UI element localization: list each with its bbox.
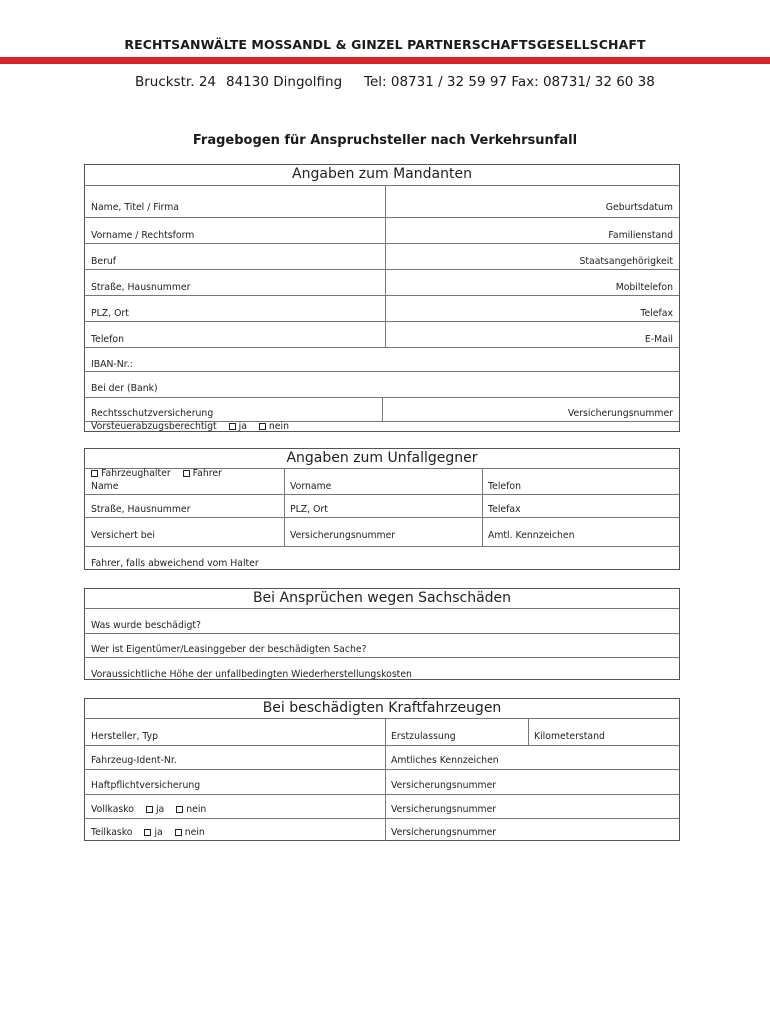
field-vorsteuer: [91, 421, 289, 432]
field-versicherungsnummer-teilkasko[interactable]: Versicherungsnummer: [391, 827, 497, 838]
field-erstzulassung[interactable]: Erstzulassung: [391, 731, 456, 742]
firm-name: RECHTSANWÄLTE MOSSANDL & GINZEL PARTNERSCHAFTSGESELLSCHAFT: [124, 37, 646, 52]
field-versicherungsnummer-haftpflicht[interactable]: Versicherungsnummer: [391, 780, 497, 791]
nein-label: nein: [268, 421, 289, 432]
ja-label: ja: [238, 421, 247, 432]
field-vollkasko: [91, 804, 206, 815]
field-telefax[interactable]: Telefax: [488, 504, 521, 515]
field-telefon[interactable]: Telefon: [488, 481, 521, 492]
field-ident-nr[interactable]: Fahrzeug-Ident-Nr.: [91, 755, 177, 766]
section-heading: Angaben zum Unfallgegner: [286, 450, 478, 466]
field-vorname[interactable]: Vorname / Rechtsform: [91, 230, 195, 241]
section-sachschaden: [84, 588, 680, 680]
field-plz-ort[interactable]: PLZ, Ort: [290, 504, 328, 515]
checkbox-vollkasko-ja[interactable]: [146, 806, 153, 813]
field-versicherungsnummer[interactable]: Versicherungsnummer: [290, 530, 396, 541]
ja-label: ja: [154, 827, 163, 838]
field-hoehe[interactable]: Voraussichtliche Höhe der unfallbedingten Wiederherstellungskosten: [91, 669, 412, 680]
field-was-beschaedigt[interactable]: Was wurde beschädigt?: [91, 620, 201, 631]
red-divider: [0, 57, 770, 64]
section-heading: Bei beschädigten Kraftfahrzeugen: [262, 700, 502, 716]
ja-label: ja: [155, 804, 165, 815]
halter-fahrer-choice: [91, 468, 222, 479]
field-haftpflicht[interactable]: Haftpflichtversicherung: [91, 780, 201, 791]
field-beruf[interactable]: Beruf: [91, 256, 117, 267]
section-mandant: [84, 164, 680, 432]
vorsteuer-label: Vorsteuerabzugsberechtigt: [91, 421, 217, 432]
section-kfz: [84, 698, 680, 841]
field-versichert-bei[interactable]: Versichert bei: [91, 530, 155, 541]
section-heading: Angaben zum Mandanten: [292, 166, 472, 182]
field-name[interactable]: Name: [91, 481, 119, 492]
field-fahrer-abweichend[interactable]: Fahrer, falls abweichend vom Halter: [91, 558, 259, 569]
field-strasse[interactable]: Straße, Hausnummer: [91, 504, 191, 515]
vollkasko-label: Vollkasko: [91, 804, 134, 815]
page-title: Fragebogen für Anspruchsteller nach Verkehrsunfall: [192, 133, 578, 148]
street: Bruckstr. 24: [135, 74, 217, 90]
field-bank[interactable]: Bei der (Bank): [91, 383, 158, 394]
checkbox-ja[interactable]: [229, 423, 236, 430]
field-strasse[interactable]: Straße, Hausnummer: [91, 282, 191, 293]
nein-label: nein: [186, 804, 207, 815]
fahrzeughalter-label: Fahrzeughalter: [101, 468, 171, 479]
field-vorname[interactable]: Vorname: [290, 481, 332, 492]
section-gegner: [84, 448, 680, 570]
field-eigentuemer[interactable]: Wer ist Eigentümer/Leasinggeber der beschädigten Sache?: [91, 644, 367, 655]
section-heading: Bei Ansprüchen wegen Sachschäden: [252, 590, 512, 606]
field-hersteller[interactable]: Hersteller, Typ: [91, 731, 158, 742]
field-rechtsschutz[interactable]: Rechtsschutzversicherung: [91, 408, 214, 419]
field-geburtsdatum[interactable]: Geburtsdatum: [605, 202, 673, 213]
field-versicherungsnummer[interactable]: Versicherungsnummer: [567, 408, 673, 419]
field-kennzeichen[interactable]: Amtl. Kennzeichen: [488, 530, 575, 541]
field-plz-ort[interactable]: PLZ, Ort: [91, 308, 129, 319]
field-email[interactable]: E-Mail: [644, 334, 673, 345]
field-name[interactable]: Name, Titel / Firma: [91, 202, 179, 213]
field-telefax[interactable]: Telefax: [640, 308, 673, 319]
teilkasko-label: Teilkasko: [91, 827, 133, 838]
field-iban[interactable]: IBAN-Nr.:: [91, 359, 133, 370]
field-telefon[interactable]: Telefon: [91, 334, 124, 345]
checkbox-fahrzeughalter[interactable]: [91, 470, 98, 477]
field-teilkasko: [91, 827, 205, 838]
checkbox-vollkasko-nein[interactable]: [176, 806, 183, 813]
checkbox-nein[interactable]: [259, 423, 266, 430]
city: 84130 Dingolfing: [226, 74, 343, 90]
phone-fax: Tel: 08731 / 32 59 97 Fax: 08731/ 32 60 38: [364, 74, 655, 90]
field-kilometerstand[interactable]: Kilometerstand: [534, 731, 605, 742]
checkbox-fahrer[interactable]: [183, 470, 190, 477]
field-mobiltelefon[interactable]: Mobiltelefon: [615, 282, 673, 293]
field-versicherungsnummer-vollkasko[interactable]: Versicherungsnummer: [391, 804, 497, 815]
field-familienstand[interactable]: Familienstand: [608, 230, 673, 241]
checkbox-teilkasko-nein[interactable]: [175, 829, 182, 836]
nein-label: nein: [184, 827, 205, 838]
fahrer-label: Fahrer: [192, 468, 222, 479]
field-kennzeichen[interactable]: Amtliches Kennzeichen: [391, 755, 499, 766]
checkbox-teilkasko-ja[interactable]: [144, 829, 151, 836]
field-staatsangehoerigkeit[interactable]: Staatsangehörigkeit: [579, 256, 673, 267]
